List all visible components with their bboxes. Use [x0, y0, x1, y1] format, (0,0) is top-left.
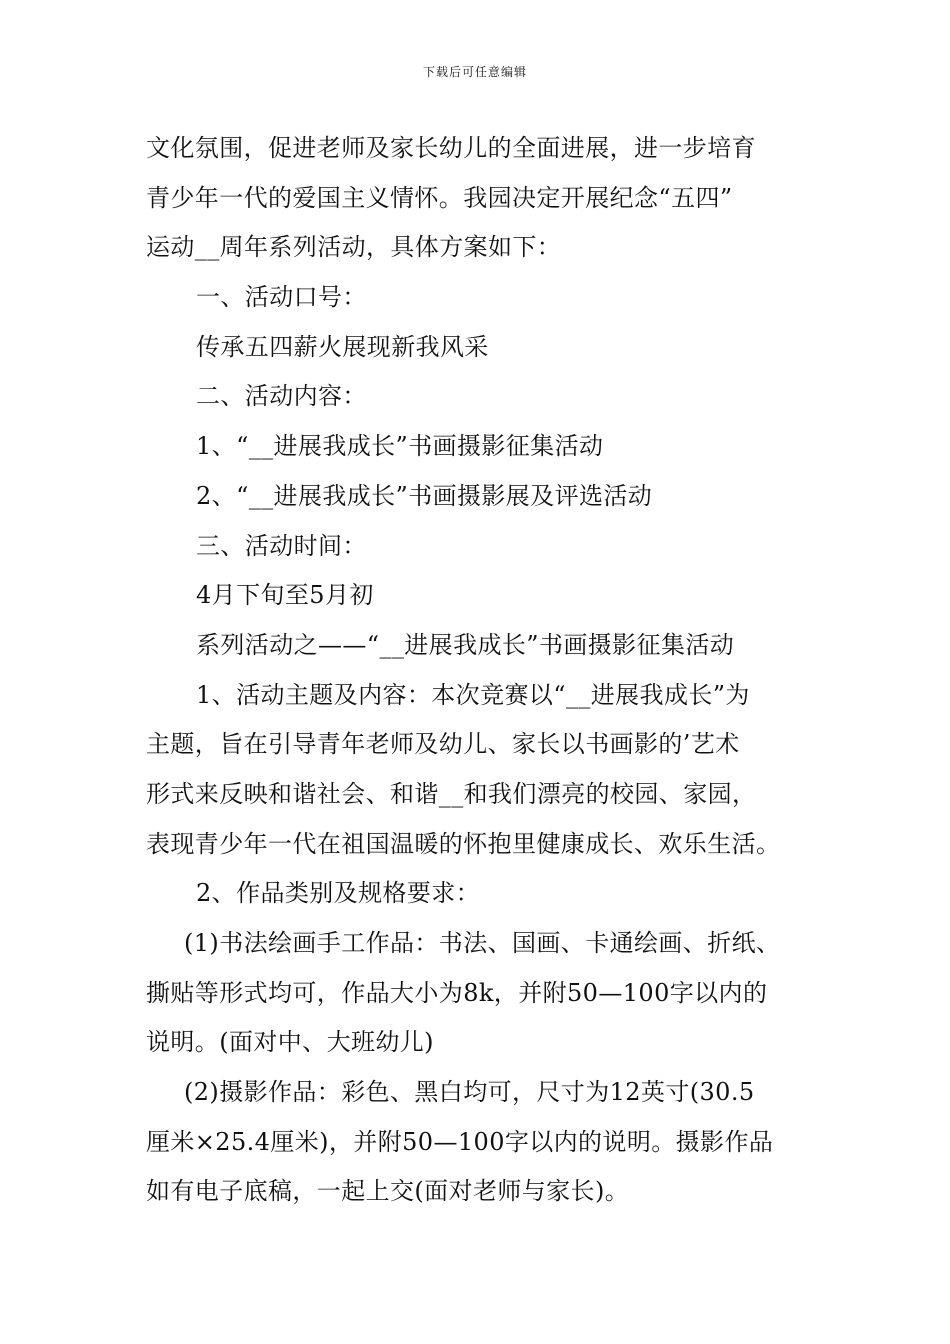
paragraph-line: 传承五四薪火展现新我风采 [196, 332, 489, 361]
document-body [146, 124, 836, 1217]
page-header: 下载后可任意编辑 [422, 65, 527, 79]
paragraph-line: 青少年一代的爱国主义情怀。我园决定开展纪念“五四” [146, 183, 733, 212]
paragraph-line: 如有电子底稿，一起上交(面对老师与家长)。 [146, 1177, 630, 1206]
section-heading: 2、作品类别及规格要求： [196, 879, 481, 908]
section-heading: 一、活动口号： [196, 283, 367, 312]
paragraph-line: (2)摄影作品：彩色、黑白均可，尺寸为12英寸(30.5 [184, 1078, 755, 1107]
paragraph-line: 说明。(面对中、大班幼儿) [146, 1028, 434, 1057]
paragraph-line: 表现青少年一代在祖国温暖的怀抱里健康成长、欢乐生活。 [146, 829, 781, 858]
paragraph-line: 厘米×25.4厘米)，并附50—100字以内的说明。摄影作品 [146, 1127, 774, 1156]
paragraph-line: 主题，旨在引导青年老师及幼儿、家长以书画影的’艺术 [146, 730, 740, 759]
paragraph-line: 4月下旬至5月初 [196, 581, 374, 610]
paragraph-line: 1、活动主题及内容：本次竞赛以“__进展我成长”为 [196, 680, 750, 709]
paragraph-line: 运动__周年系列活动，具体方案如下： [146, 233, 562, 262]
paragraph-line: (1)书法绘画手工作品：书法、国画、卡通绘画、折纸、 [184, 929, 781, 957]
paragraph-line: 形式来反映和谐社会、和谐__和我们漂亮的校园、家园， [146, 779, 757, 808]
paragraph-line: 撕贴等形式均可，作品大小为8k，并附50—100字以内的 [146, 978, 768, 1007]
list-item: 2、“__进展我成长”书画摄影展及评选活动 [196, 481, 653, 510]
paragraph-line: 文化氛围，促进老师及家长幼儿的全面进展，进一步培育 [146, 134, 756, 162]
section-heading: 二、活动内容： [196, 382, 367, 411]
subsection-heading: 系列活动之——“__进展我成长”书画摄影征集活动 [196, 630, 735, 659]
list-item: 1、“__进展我成长”书画摄影征集活动 [196, 432, 604, 461]
section-heading: 三、活动时间： [196, 531, 367, 560]
